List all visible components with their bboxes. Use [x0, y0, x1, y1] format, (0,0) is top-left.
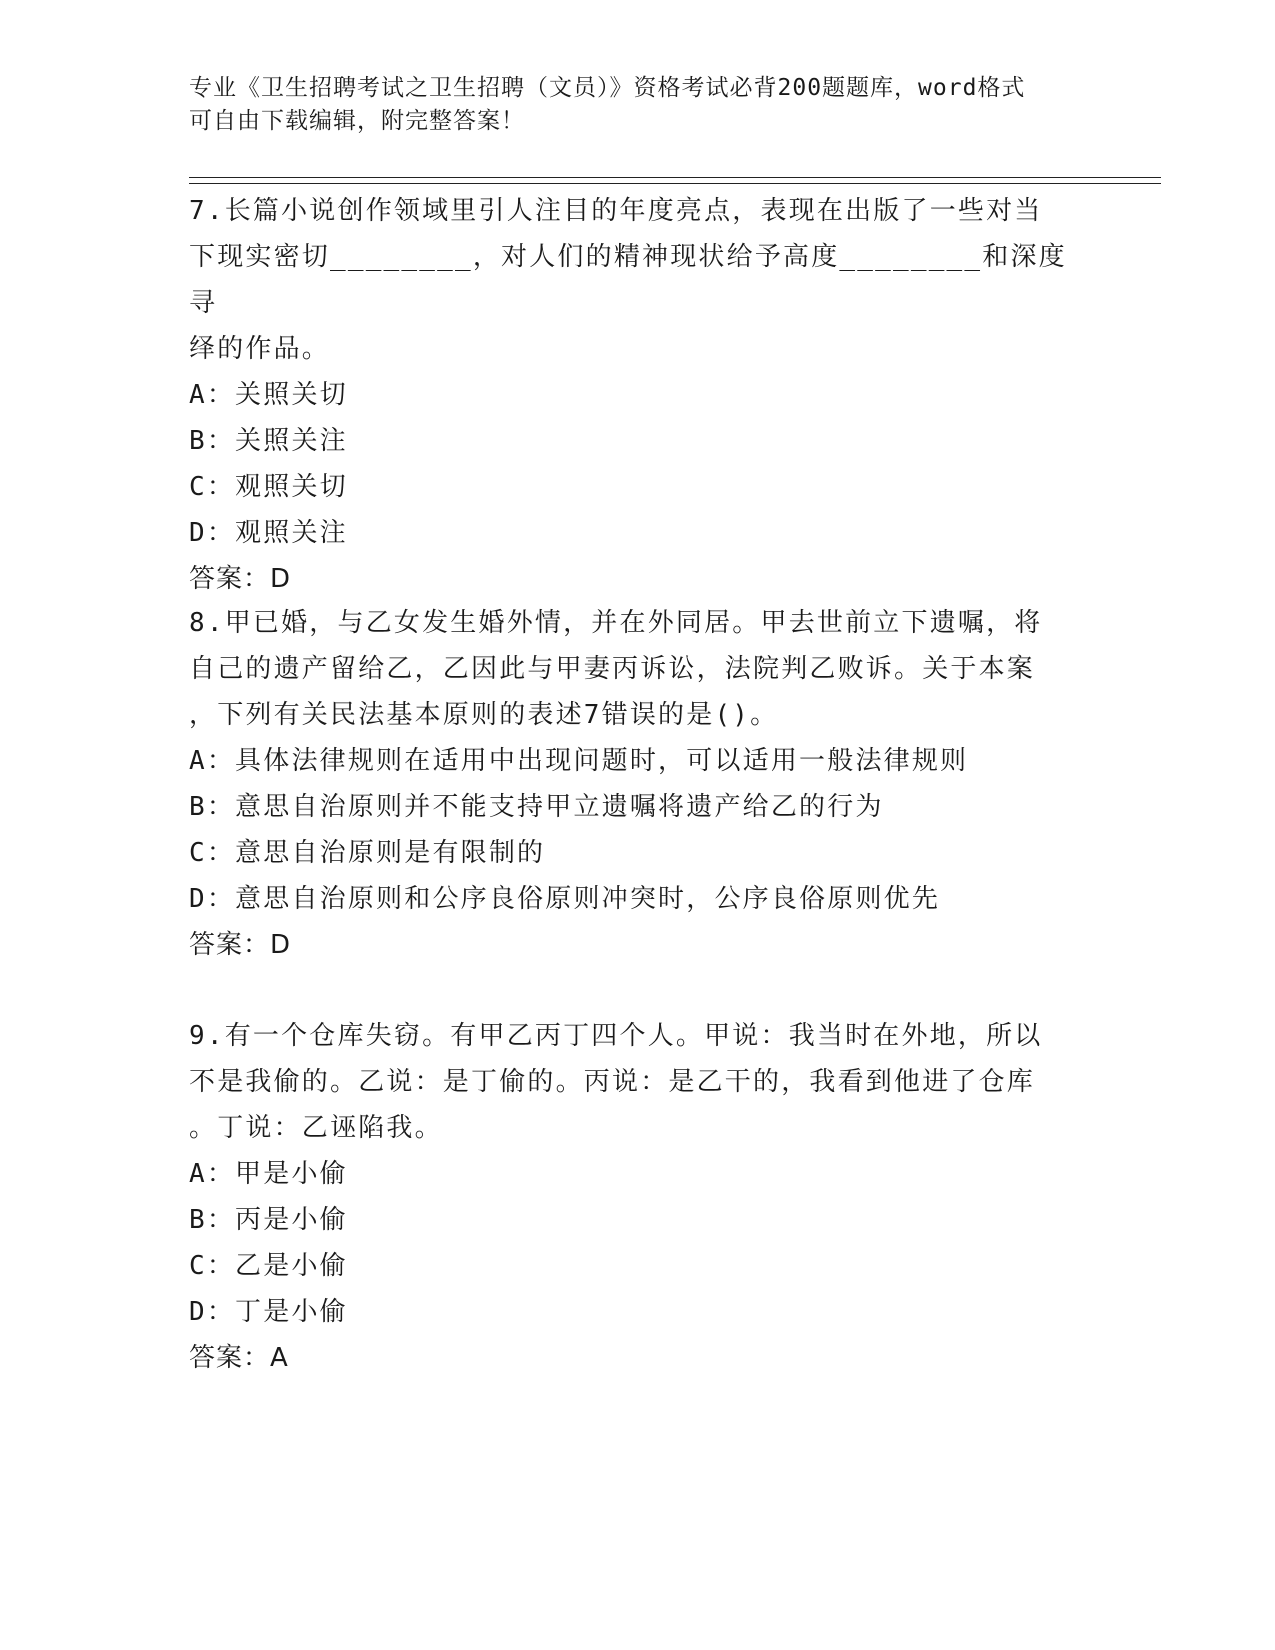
- stem-line: 。丁说：乙诬陷我。: [189, 1113, 443, 1143]
- question-8: [189, 600, 1069, 968]
- option-b: B：丙是小偷: [189, 1205, 348, 1235]
- header-line-1: 专业《卫生招聘考试之卫生招聘（文员）》资格考试必背200题题库，word格式: [189, 75, 1026, 101]
- option-d: D：丁是小偷: [189, 1297, 348, 1327]
- stem-line: 绎的作品。: [189, 334, 331, 364]
- stem-line: 不是我偷的。乙说：是丁偷的。丙说：是乙干的，我看到他进了仓库: [189, 1067, 1036, 1097]
- header-line-2: 可自由下载编辑，附完整答案！: [189, 108, 525, 134]
- option-c: C：观照关切: [189, 472, 348, 502]
- answer: 答案：A: [189, 1343, 289, 1373]
- answer: 答案：D: [189, 564, 292, 594]
- option-c: C：乙是小偷: [189, 1251, 348, 1281]
- option-b: B：意思自治原则并不能支持甲立遗嘱将遗产给乙的行为: [189, 792, 884, 822]
- question-7: [189, 188, 1069, 602]
- option-a: A：关照关切: [189, 380, 348, 410]
- option-b: B：关照关注: [189, 426, 348, 456]
- answer: 答案：D: [189, 930, 292, 960]
- question-9: [189, 1013, 1069, 1381]
- stem-line: 下现实密切________，对人们的精神现状给予高度________和深度寻: [189, 242, 1067, 318]
- option-c: C：意思自治原则是有限制的: [189, 838, 546, 868]
- document-header: [189, 72, 1089, 138]
- stem-line: 9.有一个仓库失窃。有甲乙丙丁四个人。甲说：我当时在外地，所以: [189, 1021, 1043, 1051]
- stem-line: 自己的遗产留给乙，乙因此与甲妻丙诉讼，法院判乙败诉。关于本案: [189, 654, 1036, 684]
- option-a: A：具体法律规则在适用中出现问题时，可以适用一般法律规则: [189, 746, 969, 776]
- stem-line: 8.甲已婚，与乙女发生婚外情，并在外同居。甲去世前立下遗嘱，将: [189, 608, 1043, 638]
- option-d: D：观照关注: [189, 518, 348, 548]
- stem-line: 7.长篇小说创作领域里引人注目的年度亮点，表现在出版了一些对当: [189, 196, 1043, 226]
- question-stem: [189, 188, 1069, 372]
- header-divider-top: [189, 177, 1161, 178]
- option-a: A：甲是小偷: [189, 1159, 348, 1189]
- question-stem: [189, 1013, 1069, 1151]
- header-divider-bottom: [189, 183, 1161, 184]
- stem-line: ，下列有关民法基本原则的表述7错误的是()。: [189, 700, 779, 730]
- question-stem: [189, 600, 1069, 738]
- option-d: D：意思自治原则和公序良俗原则冲突时，公序良俗原则优先: [189, 884, 941, 914]
